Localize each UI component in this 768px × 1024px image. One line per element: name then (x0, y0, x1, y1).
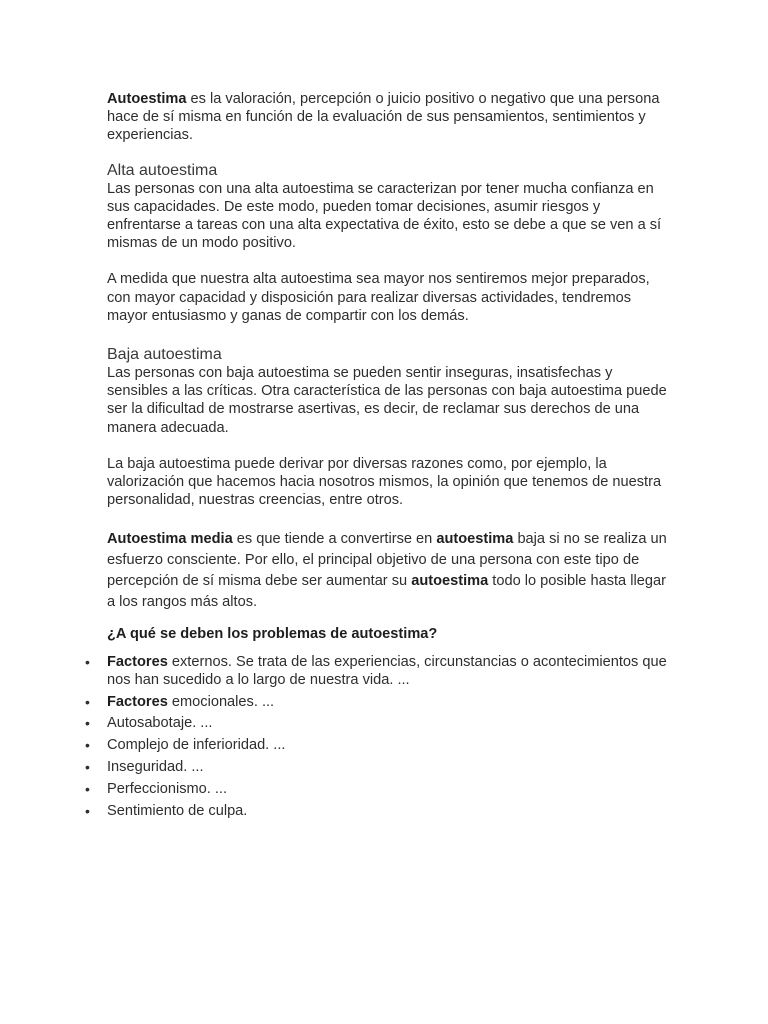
causes-question: ¿A qué se deben los problemas de autoestima? (107, 625, 438, 642)
list-item (85, 780, 667, 798)
list-item (85, 736, 667, 754)
alta-paragraph-2: A medida que nuestra alta autoestima sea mayor nos sentiremos mejor preparados, con mayor capacidad y disposición para realizar diversas actividades, tendremos mayor entusiasmo y ganas de compartir con los demás. (107, 271, 650, 324)
media-text-1: es que tiende a convertirse en (232, 531, 437, 548)
media-text-3: todo lo posible hasta llegar a los rangos más altos. (107, 573, 666, 610)
causes-list (85, 653, 667, 820)
list-item-text: emocionales. ... (167, 693, 275, 710)
list-item-text: Perfeccionismo. ... (107, 780, 228, 797)
media-text-2: baja si no se realiza un esfuerzo consciente. Por ello, el principal objetivo de una persona con este tipo de percepción de sí misma debe ser aumentar su (107, 531, 667, 590)
bullet-icon: • (85, 693, 90, 710)
list-item (85, 802, 667, 820)
media-term-2: autoestima (436, 531, 514, 548)
media-paragraph (107, 529, 667, 612)
list-item (85, 653, 667, 689)
alta-paragraph-1: Las personas con una alta autoestima se caracterizan por tener mucha confianza en sus capacidades. De este modo, pueden tomar decisiones, asumir riesgos y enfrentarse a tareas con una alta expectativa de éxito, esto se debe a que se ven a sí mismas de un modo positivo. (107, 180, 662, 252)
list-item-term: Factores (107, 693, 168, 710)
bullet-icon: • (85, 802, 90, 819)
intro-text: es la valoración, percepción o juicio positivo o negativo que una persona hace de sí misma en función de la evaluación de sus pensamientos, sentimientos y experiencias. (107, 91, 660, 144)
bullet-icon: • (85, 759, 90, 776)
alta-heading: Alta autoestima (107, 161, 218, 179)
list-item-term: Factores (107, 653, 168, 670)
list-item (85, 714, 667, 732)
bullet-icon: • (85, 780, 90, 797)
intro-term: Autoestima (107, 91, 187, 107)
bullet-icon: • (85, 715, 90, 732)
list-item-text: Complejo de inferioridad. ... (107, 737, 286, 754)
bullet-icon: • (85, 653, 90, 670)
list-item (85, 693, 667, 711)
list-item-text: externos. Se trata de las experiencias, circunstancias o acontecimientos que nos han sucedido a lo largo de nuestra vida. ... (107, 653, 667, 688)
list-item-text: Sentimiento de culpa. (107, 802, 248, 819)
list-item-text: Inseguridad. ... (107, 759, 204, 776)
bullet-icon: • (85, 737, 90, 754)
baja-paragraph-1: Las personas con baja autoestima se pueden sentir inseguras, insatisfechas y sensibles a las críticas. Otra característica de las personas con baja autoestima puede ser la dificultad de mostrarse asertivas, es decir, de reclamar sus derechos de una manera adecuada. (107, 365, 667, 436)
media-term: Autoestima media (107, 531, 233, 548)
media-term-3: autoestima (411, 573, 489, 590)
baja-paragraph-2: La baja autoestima puede derivar por diversas razones como, por ejemplo, la valorización que hacemos hacia nosotros mismos, la opinión que tenemos de nuestra personalidad, nuestras creencias, entre otros. (107, 455, 662, 509)
baja-heading: Baja autoestima (107, 346, 222, 364)
list-item (85, 758, 667, 776)
document-body (85, 90, 667, 823)
list-item-text: Autosabotaje. ... (107, 715, 213, 732)
intro-paragraph (107, 90, 667, 145)
